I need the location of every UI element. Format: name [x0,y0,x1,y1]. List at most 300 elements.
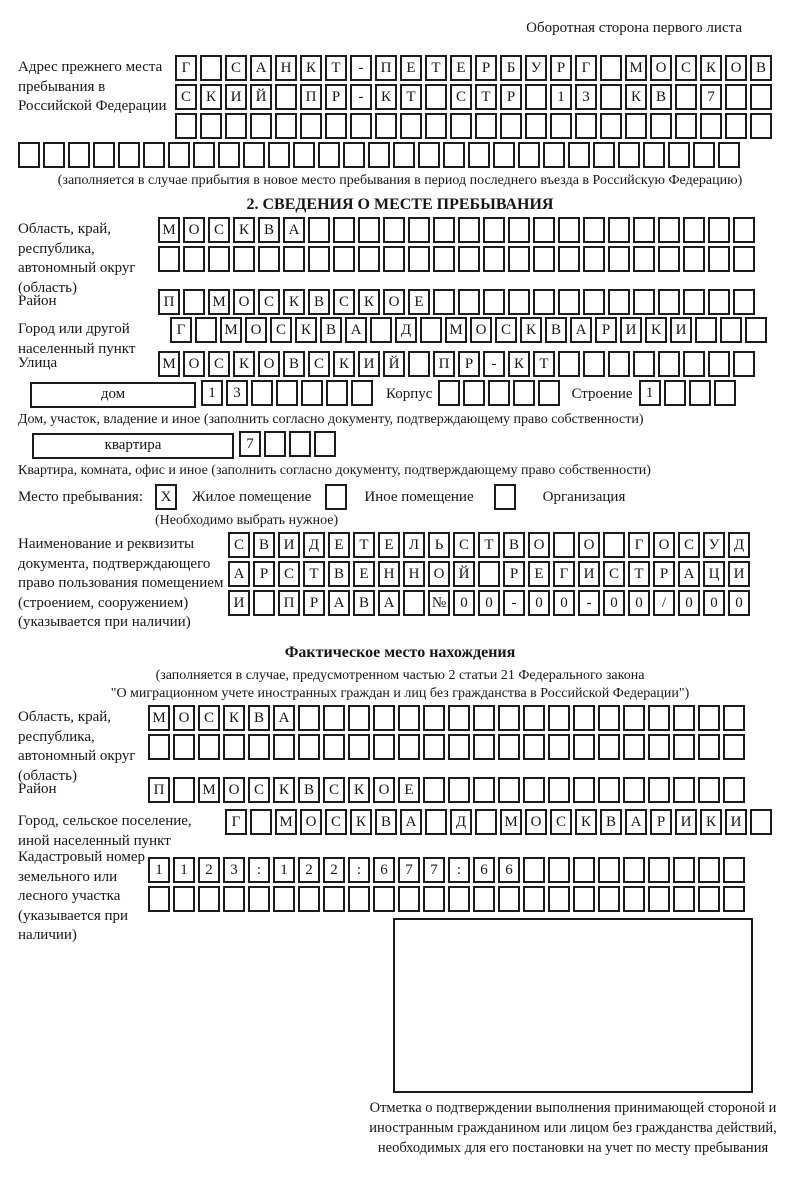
char-cell[interactable] [200,113,222,139]
char-cell[interactable]: А [328,590,350,616]
char-cell[interactable] [183,289,205,315]
char-cell[interactable] [548,705,570,731]
char-cell[interactable] [600,84,622,110]
char-cell[interactable]: Н [403,561,425,587]
char-cell[interactable] [498,734,520,760]
char-cell[interactable]: В [545,317,567,343]
char-cell[interactable] [583,351,605,377]
char-cell[interactable] [723,734,745,760]
char-cell[interactable] [358,217,380,243]
char-cell[interactable]: К [233,217,255,243]
char-cell[interactable]: 1 [639,380,661,406]
char-cell[interactable] [458,246,480,272]
char-cell[interactable]: 2 [323,857,345,883]
char-cell[interactable] [698,857,720,883]
char-cell[interactable]: К [575,809,597,835]
char-cell[interactable] [623,734,645,760]
char-cell[interactable] [633,351,655,377]
char-cell[interactable]: Е [400,55,422,81]
char-cell[interactable]: К [283,289,305,315]
char-cell[interactable]: / [653,590,675,616]
char-cell[interactable] [508,246,530,272]
char-cell[interactable]: 1 [201,380,223,406]
char-cell[interactable] [598,705,620,731]
char-cell[interactable] [468,142,490,168]
char-cell[interactable] [533,289,555,315]
char-cell[interactable]: С [278,561,300,587]
char-cell[interactable] [673,734,695,760]
char-cell[interactable] [558,351,580,377]
char-cell[interactable]: Р [653,561,675,587]
char-cell[interactable]: Ц [703,561,725,587]
char-cell[interactable] [298,886,320,912]
char-cell[interactable] [258,246,280,272]
char-cell[interactable] [513,380,535,406]
char-cell[interactable]: 3 [223,857,245,883]
char-cell[interactable]: 7 [423,857,445,883]
char-cell[interactable]: М [148,705,170,731]
char-cell[interactable] [348,705,370,731]
char-cell[interactable] [573,734,595,760]
char-cell[interactable] [425,84,447,110]
char-cell[interactable]: В [283,351,305,377]
char-cell[interactable]: К [700,809,722,835]
char-cell[interactable]: 1 [273,857,295,883]
char-cell[interactable] [673,705,695,731]
char-cell[interactable]: К [348,777,370,803]
char-cell[interactable] [348,886,370,912]
char-cell[interactable] [264,431,286,457]
char-cell[interactable] [708,217,730,243]
char-cell[interactable]: А [345,317,367,343]
char-cell[interactable] [218,142,240,168]
char-cell[interactable]: Т [475,84,497,110]
char-cell[interactable]: Т [353,532,375,558]
char-cell[interactable]: 0 [528,590,550,616]
char-cell[interactable] [723,886,745,912]
char-cell[interactable]: Б [500,55,522,81]
char-cell[interactable] [118,142,140,168]
char-cell[interactable] [251,380,273,406]
char-cell[interactable] [173,777,195,803]
char-cell[interactable] [448,777,470,803]
char-cell[interactable] [375,113,397,139]
char-cell[interactable]: А [273,705,295,731]
char-cell[interactable] [648,857,670,883]
char-cell[interactable] [750,809,772,835]
char-cell[interactable]: С [495,317,517,343]
char-cell[interactable] [708,289,730,315]
char-cell[interactable]: Т [325,55,347,81]
char-cell[interactable]: Е [398,777,420,803]
char-cell[interactable] [698,734,720,760]
char-cell[interactable] [700,113,722,139]
char-cell[interactable]: : [248,857,270,883]
char-cell[interactable]: 3 [575,84,597,110]
char-cell[interactable]: Е [328,532,350,558]
char-cell[interactable]: 6 [473,857,495,883]
char-cell[interactable]: Й [250,84,272,110]
char-cell[interactable]: № [428,590,450,616]
char-cell[interactable] [273,734,295,760]
char-cell[interactable] [420,317,442,343]
char-cell[interactable]: С [228,532,250,558]
char-cell[interactable]: С [603,561,625,587]
char-cell[interactable]: П [375,55,397,81]
char-cell[interactable] [408,246,430,272]
char-cell[interactable] [533,217,555,243]
char-cell[interactable]: К [520,317,542,343]
char-cell[interactable] [175,113,197,139]
char-cell[interactable]: И [675,809,697,835]
char-cell[interactable]: М [158,217,180,243]
char-cell[interactable] [698,886,720,912]
char-cell[interactable] [143,142,165,168]
char-cell[interactable] [723,705,745,731]
char-cell[interactable]: О [428,561,450,587]
char-cell[interactable]: Д [450,809,472,835]
char-cell[interactable]: Г [170,317,192,343]
char-cell[interactable] [648,734,670,760]
char-cell[interactable]: Ь [428,532,450,558]
char-cell[interactable] [658,289,680,315]
char-cell[interactable] [276,380,298,406]
char-cell[interactable]: В [650,84,672,110]
char-cell[interactable] [448,705,470,731]
char-cell[interactable]: В [258,217,280,243]
char-cell[interactable]: П [300,84,322,110]
char-cell[interactable]: А [250,55,272,81]
char-cell[interactable]: М [500,809,522,835]
char-cell[interactable] [498,886,520,912]
char-cell[interactable] [608,217,630,243]
char-cell[interactable] [733,289,755,315]
char-cell[interactable] [583,246,605,272]
char-cell[interactable] [723,777,745,803]
char-cell[interactable]: И [620,317,642,343]
char-cell[interactable] [423,734,445,760]
char-cell[interactable]: С [270,317,292,343]
char-cell[interactable]: 6 [373,857,395,883]
char-cell[interactable] [383,217,405,243]
char-cell[interactable]: О [300,809,322,835]
char-cell[interactable]: Р [253,561,275,587]
char-cell[interactable]: Р [303,590,325,616]
char-cell[interactable]: И [225,84,247,110]
char-cell[interactable] [483,246,505,272]
char-cell[interactable]: 1 [550,84,572,110]
char-cell[interactable] [283,246,305,272]
char-cell[interactable]: И [228,590,250,616]
char-cell[interactable]: С [175,84,197,110]
char-cell[interactable]: О [725,55,747,81]
char-cell[interactable] [148,734,170,760]
char-cell[interactable]: С [208,351,230,377]
char-cell[interactable] [333,246,355,272]
char-cell[interactable]: О [258,351,280,377]
char-cell[interactable] [608,289,630,315]
char-cell[interactable]: С [675,55,697,81]
char-cell[interactable]: И [358,351,380,377]
char-cell[interactable]: В [253,532,275,558]
char-cell[interactable] [475,113,497,139]
char-cell[interactable] [733,351,755,377]
char-cell[interactable] [600,113,622,139]
char-cell[interactable] [448,886,470,912]
char-cell[interactable] [483,289,505,315]
char-cell[interactable] [553,532,575,558]
char-cell[interactable] [733,246,755,272]
char-cell[interactable] [633,289,655,315]
char-cell[interactable] [398,734,420,760]
char-cell[interactable] [623,857,645,883]
other-premises-checkbox[interactable] [325,484,347,510]
char-cell[interactable]: В [375,809,397,835]
char-cell[interactable] [475,809,497,835]
char-cell[interactable] [433,217,455,243]
char-cell[interactable] [243,142,265,168]
char-cell[interactable]: О [650,55,672,81]
char-cell[interactable]: А [570,317,592,343]
char-cell[interactable] [598,886,620,912]
char-cell[interactable] [348,734,370,760]
char-cell[interactable] [478,561,500,587]
char-cell[interactable] [648,886,670,912]
char-cell[interactable] [625,113,647,139]
char-cell[interactable] [548,777,570,803]
char-cell[interactable] [683,246,705,272]
residential-checkbox[interactable]: X [155,484,177,510]
char-cell[interactable] [351,380,373,406]
char-cell[interactable] [318,142,340,168]
char-cell[interactable]: И [728,561,750,587]
char-cell[interactable]: Г [575,55,597,81]
char-cell[interactable] [643,142,665,168]
char-cell[interactable]: И [670,317,692,343]
char-cell[interactable] [350,113,372,139]
char-cell[interactable] [720,317,742,343]
char-cell[interactable] [483,217,505,243]
char-cell[interactable]: Н [378,561,400,587]
char-cell[interactable]: О [525,809,547,835]
char-cell[interactable]: О [183,351,205,377]
char-cell[interactable] [458,289,480,315]
char-cell[interactable]: У [703,532,725,558]
char-cell[interactable] [373,705,395,731]
char-cell[interactable] [523,886,545,912]
char-cell[interactable] [308,217,330,243]
char-cell[interactable] [523,857,545,883]
char-cell[interactable] [223,886,245,912]
char-cell[interactable] [473,777,495,803]
char-cell[interactable] [248,886,270,912]
char-cell[interactable] [308,246,330,272]
char-cell[interactable] [473,705,495,731]
char-cell[interactable] [648,777,670,803]
char-cell[interactable]: Р [325,84,347,110]
char-cell[interactable]: 1 [173,857,195,883]
char-cell[interactable]: О [383,289,405,315]
char-cell[interactable]: Е [450,55,472,81]
char-cell[interactable]: В [320,317,342,343]
char-cell[interactable] [675,84,697,110]
char-cell[interactable]: 2 [198,857,220,883]
char-cell[interactable] [250,809,272,835]
char-cell[interactable]: - [578,590,600,616]
char-cell[interactable]: 0 [678,590,700,616]
char-cell[interactable] [198,886,220,912]
char-cell[interactable] [523,777,545,803]
char-cell[interactable]: С [678,532,700,558]
char-cell[interactable]: С [248,777,270,803]
char-cell[interactable] [268,142,290,168]
char-cell[interactable]: 0 [603,590,625,616]
char-cell[interactable]: П [158,289,180,315]
char-cell[interactable]: Р [500,84,522,110]
char-cell[interactable] [148,886,170,912]
char-cell[interactable] [673,857,695,883]
char-cell[interactable]: 7 [700,84,722,110]
char-cell[interactable]: В [503,532,525,558]
char-cell[interactable] [718,142,740,168]
char-cell[interactable]: П [433,351,455,377]
char-cell[interactable]: М [198,777,220,803]
char-cell[interactable]: Г [553,561,575,587]
char-cell[interactable]: 3 [226,380,248,406]
char-cell[interactable] [664,380,686,406]
char-cell[interactable]: Е [528,561,550,587]
char-cell[interactable] [498,777,520,803]
char-cell[interactable] [618,142,640,168]
char-cell[interactable] [173,886,195,912]
char-cell[interactable] [508,217,530,243]
char-cell[interactable]: К [625,84,647,110]
char-cell[interactable] [548,886,570,912]
char-cell[interactable]: Р [503,561,525,587]
char-cell[interactable] [683,217,705,243]
char-cell[interactable]: И [725,809,747,835]
char-cell[interactable] [488,380,510,406]
char-cell[interactable] [548,857,570,883]
char-cell[interactable]: И [578,561,600,587]
char-cell[interactable] [633,246,655,272]
char-cell[interactable]: Д [303,532,325,558]
char-cell[interactable]: К [273,777,295,803]
char-cell[interactable] [543,142,565,168]
char-cell[interactable] [498,705,520,731]
char-cell[interactable]: О [653,532,675,558]
char-cell[interactable] [423,705,445,731]
char-cell[interactable] [443,142,465,168]
char-cell[interactable] [18,142,40,168]
char-cell[interactable] [598,857,620,883]
char-cell[interactable]: 0 [553,590,575,616]
char-cell[interactable]: 1 [148,857,170,883]
char-cell[interactable]: М [625,55,647,81]
char-cell[interactable]: С [450,84,472,110]
char-cell[interactable] [325,113,347,139]
char-cell[interactable] [298,734,320,760]
char-cell[interactable]: Т [478,532,500,558]
char-cell[interactable] [358,246,380,272]
char-cell[interactable]: 0 [453,590,475,616]
char-cell[interactable] [725,113,747,139]
char-cell[interactable]: Г [175,55,197,81]
char-cell[interactable]: К [645,317,667,343]
char-cell[interactable]: С [453,532,475,558]
char-cell[interactable]: 6 [498,857,520,883]
char-cell[interactable] [408,351,430,377]
char-cell[interactable]: А [228,561,250,587]
char-cell[interactable]: В [328,561,350,587]
char-cell[interactable] [43,142,65,168]
char-cell[interactable] [650,113,672,139]
char-cell[interactable]: Г [628,532,650,558]
char-cell[interactable] [301,380,323,406]
char-cell[interactable] [523,705,545,731]
char-cell[interactable] [473,734,495,760]
char-cell[interactable] [525,113,547,139]
char-cell[interactable]: С [333,289,355,315]
char-cell[interactable]: К [295,317,317,343]
char-cell[interactable]: О [233,289,255,315]
char-cell[interactable]: Т [303,561,325,587]
char-cell[interactable] [573,886,595,912]
char-cell[interactable] [558,246,580,272]
char-cell[interactable]: У [525,55,547,81]
char-cell[interactable]: Й [383,351,405,377]
char-cell[interactable]: О [578,532,600,558]
char-cell[interactable] [373,734,395,760]
char-cell[interactable]: Й [453,561,475,587]
char-cell[interactable]: Т [628,561,650,587]
char-cell[interactable] [473,886,495,912]
char-cell[interactable] [458,217,480,243]
char-cell[interactable] [293,142,315,168]
char-cell[interactable] [425,113,447,139]
char-cell[interactable]: С [308,351,330,377]
char-cell[interactable] [633,217,655,243]
char-cell[interactable]: - [350,84,372,110]
char-cell[interactable] [538,380,560,406]
char-cell[interactable] [573,857,595,883]
char-cell[interactable]: О [245,317,267,343]
char-cell[interactable]: : [448,857,470,883]
char-cell[interactable] [698,777,720,803]
char-cell[interactable] [323,705,345,731]
char-cell[interactable] [673,886,695,912]
char-cell[interactable] [398,886,420,912]
char-cell[interactable] [289,431,311,457]
char-cell[interactable] [623,886,645,912]
char-cell[interactable] [600,55,622,81]
char-cell[interactable] [675,113,697,139]
char-cell[interactable]: Л [403,532,425,558]
char-cell[interactable] [183,246,205,272]
char-cell[interactable] [623,777,645,803]
char-cell[interactable] [658,351,680,377]
char-cell[interactable]: М [158,351,180,377]
char-cell[interactable]: Р [595,317,617,343]
char-cell[interactable] [598,734,620,760]
char-cell[interactable] [683,289,705,315]
char-cell[interactable] [158,246,180,272]
char-cell[interactable] [708,351,730,377]
char-cell[interactable] [438,380,460,406]
char-cell[interactable]: О [223,777,245,803]
char-cell[interactable] [193,142,215,168]
char-cell[interactable]: К [223,705,245,731]
